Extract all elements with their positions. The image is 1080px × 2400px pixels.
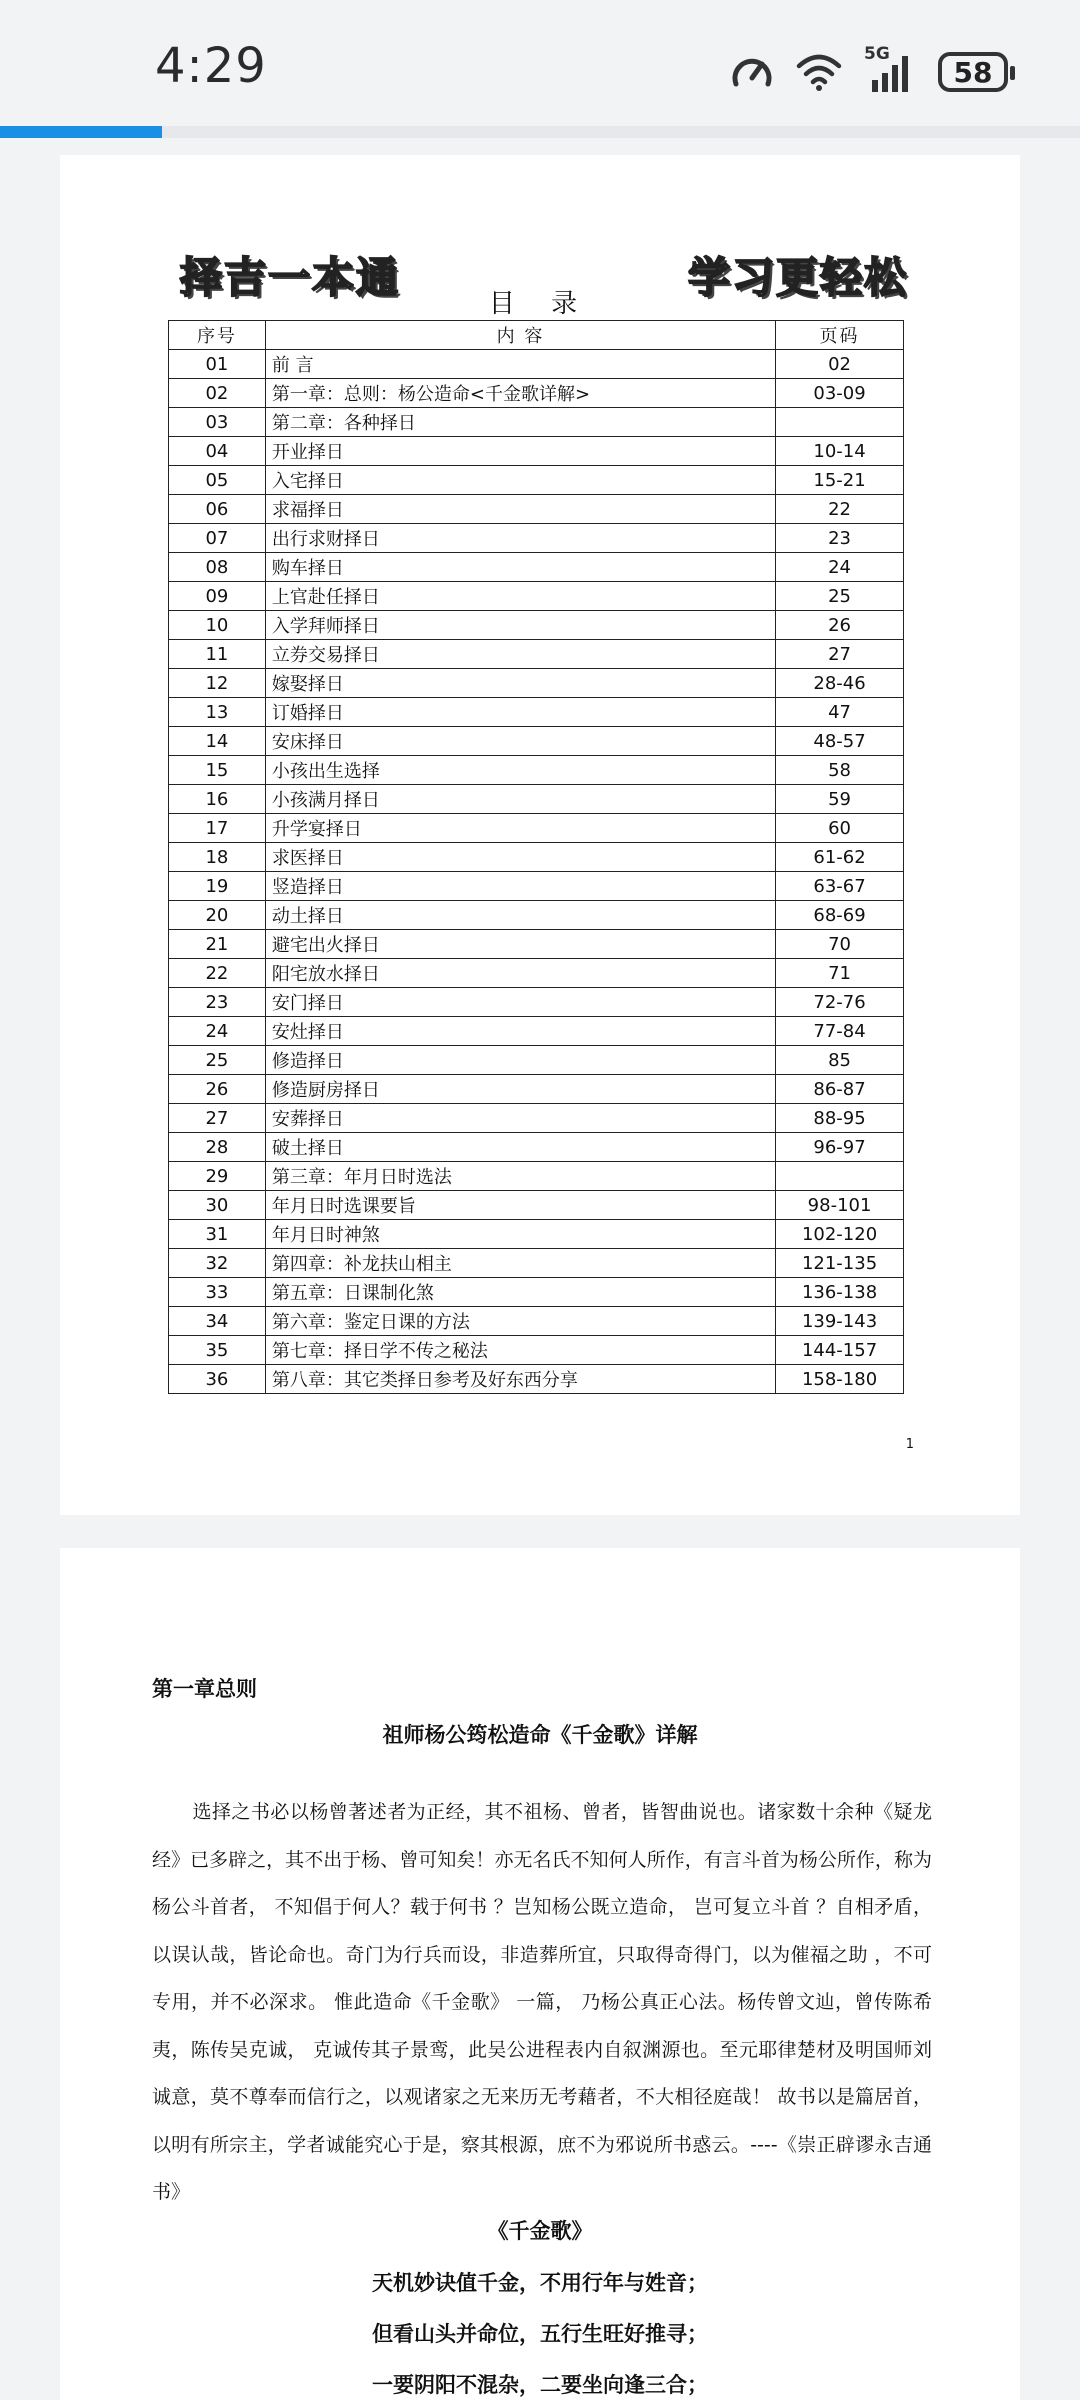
toc-row [169,1046,904,1075]
banner-right: 学习更轻松 [688,253,909,302]
toc-row-number: 31 [169,1220,266,1249]
reading-progress-fill [0,126,162,138]
toc-row [169,901,904,930]
toc-row [169,785,904,814]
toc-row-page: 22 [776,495,904,524]
toc-row-title: 立券交易择日 [265,640,775,669]
toc-row [169,814,904,843]
toc-row-title: 出行求财择日 [265,524,775,553]
toc-row-page: 98-101 [776,1191,904,1220]
toc-row [169,1278,904,1307]
toc-row-title: 第六章：鉴定日课的方法 [265,1307,775,1336]
toc-row-number: 35 [169,1336,266,1365]
toc-row-number: 21 [169,930,266,959]
toc-row-title: 嫁娶择日 [265,669,775,698]
toc-row-number: 16 [169,785,266,814]
network-type: 5G [864,44,890,64]
toc-row-page: 72-76 [776,988,904,1017]
toc-row [169,1191,904,1220]
toc-row [169,379,904,408]
battery-level: 58 [953,55,993,89]
toc-row-page: 48-57 [776,727,904,756]
chapter-heading: 第一章总则 [152,1677,257,1701]
toc-row-number: 07 [169,524,266,553]
toc-row [169,756,904,785]
toc-row-number: 08 [169,553,266,582]
toc-row-title: 破土择日 [265,1133,775,1162]
toc-row-title: 年月日时选课要旨 [265,1191,775,1220]
toc-row-page [776,1162,904,1191]
toc-row [169,437,904,466]
toc-row [169,582,904,611]
toc-row-number: 13 [169,698,266,727]
toc-row-title: 入学拜师择日 [265,611,775,640]
toc-row-page: 86-87 [776,1075,904,1104]
verse-line: 但看山头并命位，五行生旺好推寻； [372,2322,708,2346]
toc-row-page [776,408,904,437]
toc-row-title: 安葬择日 [265,1104,775,1133]
section-title: 祖师杨公筠松造命《千金歌》详解 [382,1723,698,1747]
toc-row-page: 61-62 [776,843,904,872]
toc-row-page: 144-157 [776,1336,904,1365]
toc-row [169,640,904,669]
toc-row-title: 安床择日 [265,727,775,756]
toc-row-page: 70 [776,930,904,959]
toc-row-number: 19 [169,872,266,901]
toc-row [169,1104,904,1133]
toc-row [169,1017,904,1046]
toc-row [169,1365,904,1394]
toc-row-page: 02 [776,350,904,379]
toc-row-page: 68-69 [776,901,904,930]
toc-row-number: 02 [169,379,266,408]
toc-row [169,930,904,959]
toc-row [169,727,904,756]
toc-row-number: 09 [169,582,266,611]
toc-row-title: 竖造择日 [265,872,775,901]
toc-row-title: 求医择日 [265,843,775,872]
toc-row [169,1220,904,1249]
toc-row-page: 47 [776,698,904,727]
toc-row [169,669,904,698]
status-bar [0,0,1080,126]
toc-row [169,524,904,553]
toc-row-number: 32 [169,1249,266,1278]
toc-row-title: 动土择日 [265,901,775,930]
toc-row-title: 避宅出火择日 [265,930,775,959]
toc-row-number: 01 [169,350,266,379]
toc-row-title: 求福择日 [265,495,775,524]
verse-line: 一要阴阳不混杂，二要坐向逢三合； [372,2373,708,2397]
toc-row-page: 71 [776,959,904,988]
toc-row-number: 24 [169,1017,266,1046]
toc-row-page: 121-135 [776,1249,904,1278]
toc-row-title: 第四章：补龙扶山相主 [265,1249,775,1278]
toc-row [169,495,904,524]
header-num: 序号 [169,321,266,350]
toc-row-page: 25 [776,582,904,611]
toc-row-page: 26 [776,611,904,640]
toc-row-title: 升学宴择日 [265,814,775,843]
toc-row [169,350,904,379]
speed-monitor-icon [730,52,774,92]
toc-row-page: 139-143 [776,1307,904,1336]
toc-row-number: 34 [169,1307,266,1336]
toc-row-title: 第八章：其它类择日参考及好东西分享 [265,1365,775,1394]
toc-row-number: 28 [169,1133,266,1162]
toc-row-page: 60 [776,814,904,843]
toc-row-title: 修造厨房择日 [265,1075,775,1104]
toc-row-number: 26 [169,1075,266,1104]
status-time: 4:29 [155,38,267,94]
toc-row-number: 25 [169,1046,266,1075]
toc-row [169,959,904,988]
toc-table [168,320,904,1394]
toc-row-page: 27 [776,640,904,669]
toc-row-page: 23 [776,524,904,553]
toc-row-title: 小孩满月择日 [265,785,775,814]
toc-row-title: 年月日时神煞 [265,1220,775,1249]
document-page-2 [60,1548,1020,2400]
toc-row-number: 27 [169,1104,266,1133]
toc-row-title: 安灶择日 [265,1017,775,1046]
toc-row-title: 修造择日 [265,1046,775,1075]
toc-row-page: 10-14 [776,437,904,466]
toc-row [169,872,904,901]
toc-row-number: 12 [169,669,266,698]
cellular-signal [864,44,916,94]
toc-row-number: 11 [169,640,266,669]
song-title: 《千金歌》 [487,2219,593,2243]
toc-row-title: 阳宅放水择日 [265,959,775,988]
toc-row-page: 24 [776,553,904,582]
toc-row [169,1133,904,1162]
toc-row-number: 30 [169,1191,266,1220]
toc-row-title: 第七章：择日学不传之秘法 [265,1336,775,1365]
verse-line: 天机妙诀值千金，不用行年与姓音； [372,2271,708,2295]
status-icons [730,44,1008,100]
toc-row-number: 36 [169,1365,266,1394]
toc-row-number: 10 [169,611,266,640]
toc-row-number: 20 [169,901,266,930]
toc-row [169,553,904,582]
toc-row-number: 33 [169,1278,266,1307]
toc-row-page: 158-180 [776,1365,904,1394]
toc-row-number: 15 [169,756,266,785]
toc-row-page: 59 [776,785,904,814]
battery-icon [938,52,1008,92]
toc-row [169,698,904,727]
toc-row-number: 04 [169,437,266,466]
toc-row-page: 03-09 [776,379,904,408]
toc-row-title: 购车择日 [265,553,775,582]
toc-row-page: 77-84 [776,1017,904,1046]
toc-row-title: 安门择日 [265,988,775,1017]
toc-row [169,1162,904,1191]
toc-row-title: 入宅择日 [265,466,775,495]
toc-row-page: 63-67 [776,872,904,901]
toc-row-number: 22 [169,959,266,988]
toc-row-page: 28-46 [776,669,904,698]
wifi-icon [796,52,842,92]
banner-left: 择吉一本通 [180,253,401,302]
toc-header-row [169,321,904,350]
cellular-signal-icon [864,50,916,94]
toc-row-title: 第三章：年月日时选法 [265,1162,775,1191]
toc-row-title: 小孩出生选择 [265,756,775,785]
toc-row [169,611,904,640]
toc-row-page: 136-138 [776,1278,904,1307]
reading-progress-bar [0,126,1080,138]
toc-row-page: 85 [776,1046,904,1075]
toc-row-title: 第一章：总则：杨公造命<千金歌详解> [265,379,775,408]
toc-row-number: 29 [169,1162,266,1191]
toc-row [169,1249,904,1278]
toc-row-page: 96-97 [776,1133,904,1162]
toc-row-title: 前 言 [265,350,775,379]
toc-row [169,843,904,872]
toc-row-title: 第二章：各种择日 [265,408,775,437]
toc-row-page: 58 [776,756,904,785]
toc-row [169,1336,904,1365]
toc-row [169,1307,904,1336]
toc-row-number: 14 [169,727,266,756]
document-page-1 [60,155,1020,1515]
toc-row-page: 102-120 [776,1220,904,1249]
toc-row-title: 订婚择日 [265,698,775,727]
toc-row-number: 23 [169,988,266,1017]
toc-row-page: 88-95 [776,1104,904,1133]
toc-row [169,1075,904,1104]
toc-row-number: 03 [169,408,266,437]
toc-row [169,988,904,1017]
toc-row-title: 开业择日 [265,437,775,466]
toc-title: 目 录 [488,289,592,319]
toc-row [169,466,904,495]
body-paragraph [152,1789,932,2217]
toc-row-title: 上官赴任择日 [265,582,775,611]
body-text: 选择之书必以杨曾著述者为正经，其不祖杨、曾者，皆智曲说也。诸家数十余种《疑龙经》已多辟之，其不出于杨、曾可知矣！亦无名氏不知何人所作，有言斗首为杨公所作，称为杨公斗首者， 不知倡于何人？载于何书 ？岂知杨公既立造命， 岂可复立斗首 ？自相矛盾，以误认哉，皆论命也。奇门为行兵而设，非造葬所宜，只取得奇得门，以为催福之助 ，不可专用，并不必深求。 惟此造命《千金歌》 一篇， 乃杨公真正心法。杨传曾文辿，曾传陈希夷，陈传吴克诚， 克诚传其子景鸾，此吴公进程表内自叙渊源也。至元耶律楚材及明国师刘诚意，莫不尊奉而信行之，以观诸家之无来历无考藉者，不大相径庭哉！ 故书以是篇居首，以明有所宗主，学者诚能究心于是，察其根源，庶不为邪说所书惑云。----《崇正辟谬永吉通书》 [152,1801,932,2203]
page-number: 1 [905,1437,914,1452]
header-page: 页码 [776,321,904,350]
toc-row-number: 18 [169,843,266,872]
toc-row-page: 15-21 [776,466,904,495]
toc-row-number: 05 [169,466,266,495]
toc-body [169,350,904,1394]
toc-row-number: 17 [169,814,266,843]
header-title: 内 容 [265,321,775,350]
toc-row-title: 第五章：日课制化煞 [265,1278,775,1307]
toc-row [169,408,904,437]
toc-row-number: 06 [169,495,266,524]
